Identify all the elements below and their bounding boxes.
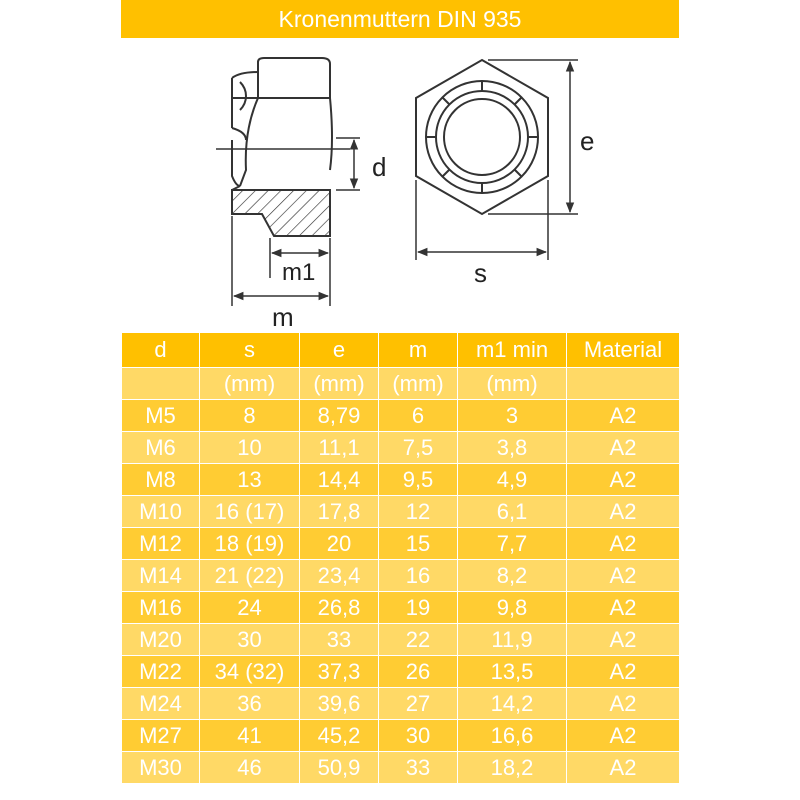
header-cell: d	[122, 333, 200, 368]
table-cell: 50,9	[300, 752, 379, 784]
table-cell: M27	[122, 720, 200, 752]
table-cell: 26,8	[300, 592, 379, 624]
table-cell: 18,2	[458, 752, 567, 784]
table-row	[122, 752, 680, 784]
table-cell: 7,7	[458, 528, 567, 560]
table-cell: M24	[122, 688, 200, 720]
table-cell: A2	[567, 528, 680, 560]
table-cell: A2	[567, 688, 680, 720]
table-cell: 24	[200, 592, 300, 624]
table-cell: M20	[122, 624, 200, 656]
table-cell: M5	[122, 400, 200, 432]
dim-d	[336, 138, 360, 190]
label-s: s	[474, 258, 487, 288]
technical-drawing	[0, 38, 800, 330]
table-cell: M22	[122, 656, 200, 688]
table-cell: A2	[567, 432, 680, 464]
table-cell: 39,6	[300, 688, 379, 720]
table-header-row	[122, 333, 680, 368]
unit-cell	[567, 368, 680, 400]
table-cell: 3,8	[458, 432, 567, 464]
top-view	[416, 60, 548, 214]
table-cell: 11,1	[300, 432, 379, 464]
table-cell: 10	[200, 432, 300, 464]
table-cell: 9,5	[379, 464, 458, 496]
table-cell: 6,1	[458, 496, 567, 528]
table-cell: 33	[379, 752, 458, 784]
table-row	[122, 560, 680, 592]
table-cell: 11,9	[458, 624, 567, 656]
table-cell: 16 (17)	[200, 496, 300, 528]
table-row	[122, 528, 680, 560]
unit-cell: (mm)	[379, 368, 458, 400]
table-cell: M14	[122, 560, 200, 592]
table-cell: 27	[379, 688, 458, 720]
table-cell: A2	[567, 592, 680, 624]
table-row	[122, 592, 680, 624]
label-d: d	[372, 152, 387, 182]
table-cell: 16,6	[458, 720, 567, 752]
header-cell: e	[300, 333, 379, 368]
table-cell: 33	[300, 624, 379, 656]
table-row	[122, 624, 680, 656]
table-cell: M12	[122, 528, 200, 560]
unit-cell: (mm)	[300, 368, 379, 400]
table-cell: 46	[200, 752, 300, 784]
table-cell: 20	[300, 528, 379, 560]
table-cell: 17,8	[300, 496, 379, 528]
unit-cell: (mm)	[458, 368, 567, 400]
table-cell: A2	[567, 496, 680, 528]
table-cell: M8	[122, 464, 200, 496]
table-cell: 8,2	[458, 560, 567, 592]
table-cell: 18 (19)	[200, 528, 300, 560]
table-cell: 6	[379, 400, 458, 432]
table-cell: A2	[567, 624, 680, 656]
table-row	[122, 656, 680, 688]
unit-cell	[122, 368, 200, 400]
page-title: Kronenmuttern DIN 935	[121, 0, 679, 38]
table-row	[122, 496, 680, 528]
table-cell: 41	[200, 720, 300, 752]
table-cell: 8,79	[300, 400, 379, 432]
table-cell: 15	[379, 528, 458, 560]
table-cell: 26	[379, 656, 458, 688]
table-cell: 3	[458, 400, 567, 432]
side-view	[232, 58, 332, 236]
table-cell: 13	[200, 464, 300, 496]
table-cell: 13,5	[458, 656, 567, 688]
table-cell: 45,2	[300, 720, 379, 752]
table-row	[122, 720, 680, 752]
table-cell: 21 (22)	[200, 560, 300, 592]
table-cell: M30	[122, 752, 200, 784]
table-row	[122, 400, 680, 432]
table-cell: A2	[567, 752, 680, 784]
table-cell: 23,4	[300, 560, 379, 592]
table-cell: 22	[379, 624, 458, 656]
header-cell: m1 min	[458, 333, 567, 368]
table-cell: A2	[567, 464, 680, 496]
table-row	[122, 688, 680, 720]
label-e: e	[580, 126, 595, 156]
label-m: m	[272, 302, 294, 330]
table-cell: 37,3	[300, 656, 379, 688]
table-cell: 8	[200, 400, 300, 432]
table-cell: 14,4	[300, 464, 379, 496]
header-cell: m	[379, 333, 458, 368]
table-row	[122, 464, 680, 496]
table-cell: 7,5	[379, 432, 458, 464]
table-cell: M10	[122, 496, 200, 528]
table-cell: A2	[567, 400, 680, 432]
table-units-row	[122, 368, 680, 400]
table-cell: 34 (32)	[200, 656, 300, 688]
spec-table	[121, 332, 680, 784]
label-m1: m1	[282, 259, 316, 286]
table-cell: 36	[200, 688, 300, 720]
table-cell: 19	[379, 592, 458, 624]
table-cell: M16	[122, 592, 200, 624]
table-cell: 14,2	[458, 688, 567, 720]
table-cell: 12	[379, 496, 458, 528]
table-cell: A2	[567, 720, 680, 752]
unit-cell: (mm)	[200, 368, 300, 400]
table-cell: 4,9	[458, 464, 567, 496]
table-cell: 9,8	[458, 592, 567, 624]
table-cell: A2	[567, 560, 680, 592]
table-cell: 30	[379, 720, 458, 752]
header-cell: Material	[567, 333, 680, 368]
table-cell: 30	[200, 624, 300, 656]
table-cell: 16	[379, 560, 458, 592]
header-cell: s	[200, 333, 300, 368]
table-row	[122, 432, 680, 464]
table-cell: A2	[567, 656, 680, 688]
table-cell: M6	[122, 432, 200, 464]
